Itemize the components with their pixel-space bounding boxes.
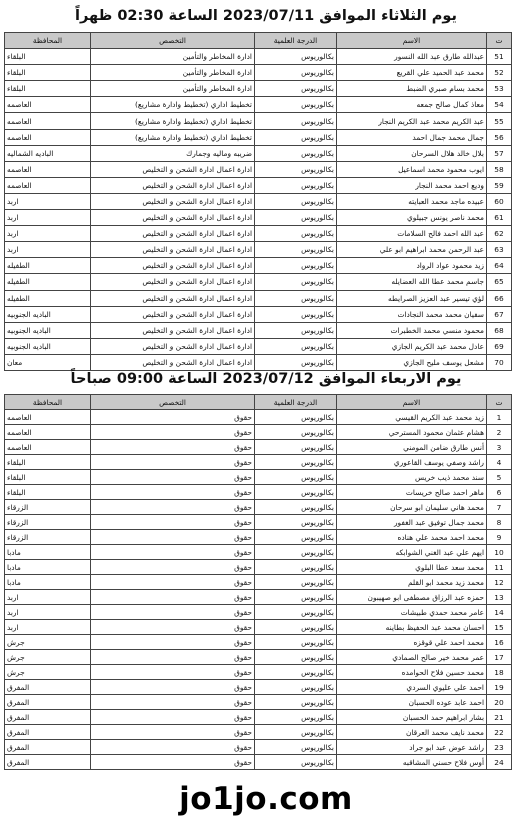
cell-name: عبيده ماجد محمد العبايته (337, 193, 487, 209)
cell-name: عادل محمد عبد الكريم الجازي (337, 338, 487, 354)
cell-name: ماهر احمد صالح خريسات (337, 485, 487, 500)
cell-name: أنس طارق ضامن المومني (337, 440, 487, 455)
cell-governorate: العاصمه (5, 161, 91, 177)
cell-specialization: حقوق (91, 545, 255, 560)
cell-num: 9 (487, 530, 512, 545)
cell-num: 62 (487, 226, 512, 242)
cell-num: 4 (487, 455, 512, 470)
cell-specialization: حقوق (91, 710, 255, 725)
cell-specialization: حقوق (91, 470, 255, 485)
cell-specialization: حقوق (91, 440, 255, 455)
cell-name: عبد الله احمد فالح السلامات (337, 226, 487, 242)
table-row (5, 410, 512, 425)
table-row (5, 725, 512, 740)
cell-num: 23 (487, 740, 512, 755)
cell-name: سند محمد ذيب خريس (337, 470, 487, 485)
table-row (5, 470, 512, 485)
cell-specialization: ضريبه وماليه وجمارك (91, 145, 255, 161)
table-row (5, 145, 512, 161)
cell-degree: بكالوريوس (255, 605, 337, 620)
cell-degree: بكالوريوس (255, 665, 337, 680)
cell-degree: بكالوريوس (255, 113, 337, 129)
table-row (5, 97, 512, 113)
cell-name: محمد زيد محمد ابو القلم (337, 575, 487, 590)
cell-governorate: الطفيله (5, 290, 91, 306)
cell-name: محمد هاني سليمان ابو سرحان (337, 500, 487, 515)
cell-num: 10 (487, 545, 512, 560)
cell-num: 53 (487, 81, 512, 97)
table-row (5, 274, 512, 290)
cell-specialization: حقوق (91, 680, 255, 695)
cell-specialization: ادارة اعمال ادارة الشحن و التخليص (91, 210, 255, 226)
col-header-num: ت (487, 395, 512, 410)
cell-degree: بكالوريوس (255, 97, 337, 113)
cell-degree: بكالوريوس (255, 177, 337, 193)
cell-num: 15 (487, 620, 512, 635)
cell-num: 22 (487, 725, 512, 740)
cell-specialization: تخطيط اداري (تخطيط وادارة مشاريع) (91, 129, 255, 145)
cell-num: 70 (487, 354, 512, 370)
cell-specialization: ادارة اعمال ادارة الشحن و التخليص (91, 258, 255, 274)
cell-specialization: ادارة المخاطر والتأمين (91, 81, 255, 97)
cell-degree: بكالوريوس (255, 650, 337, 665)
table-row (5, 680, 512, 695)
cell-governorate: الباديه الجنوبيه (5, 306, 91, 322)
cell-degree: بكالوريوس (255, 354, 337, 370)
cell-governorate: معان (5, 354, 91, 370)
table-row (5, 515, 512, 530)
cell-specialization: حقوق (91, 665, 255, 680)
cell-name: محمد احمد علي قوقزه (337, 635, 487, 650)
cell-governorate: اربد (5, 210, 91, 226)
session1-title: يوم الثلاثاء الموافق 2023/07/11 الساعة 02:30 ظهراً (75, 8, 457, 24)
cell-name: محمد حسين فلاح الحوامده (337, 665, 487, 680)
col-header-num: ت (487, 33, 512, 49)
cell-degree: بكالوريوس (255, 425, 337, 440)
cell-num: 59 (487, 177, 512, 193)
session2-table (4, 394, 512, 770)
cell-degree: بكالوريوس (255, 725, 337, 740)
cell-specialization: حقوق (91, 755, 255, 770)
table-row (5, 665, 512, 680)
col-header-gov: المحافظة (5, 395, 91, 410)
table-row (5, 322, 512, 338)
cell-name: زيد محمد عبد الكريم القيسي (337, 410, 487, 425)
cell-governorate: الزرقاء (5, 500, 91, 515)
cell-name: جمال محمد جمال احمد (337, 129, 487, 145)
table-row (5, 338, 512, 354)
cell-governorate: الباديه الشماليه (5, 145, 91, 161)
cell-name: راشد وصفي يوسف القاعوري (337, 455, 487, 470)
table-header-row (5, 33, 512, 49)
cell-degree: بكالوريوس (255, 740, 337, 755)
cell-name: عبد الرحمن محمد ابراهيم ابو علي (337, 242, 487, 258)
cell-num: 54 (487, 97, 512, 113)
cell-degree: بكالوريوس (255, 755, 337, 770)
cell-num: 61 (487, 210, 512, 226)
cell-governorate: الزرقاء (5, 530, 91, 545)
table-row (5, 530, 512, 545)
table-row (5, 635, 512, 650)
cell-governorate: العاصمه (5, 97, 91, 113)
table-row (5, 740, 512, 755)
table-row (5, 605, 512, 620)
table-header-row (5, 395, 512, 410)
cell-governorate: المفرق (5, 755, 91, 770)
cell-specialization: تخطيط اداري (تخطيط وادارة مشاريع) (91, 113, 255, 129)
cell-name: محمد نايف محمد العرقان (337, 725, 487, 740)
cell-governorate: الباديه الجنوبيه (5, 338, 91, 354)
cell-governorate: البلقاء (5, 485, 91, 500)
cell-specialization: حقوق (91, 740, 255, 755)
cell-num: 18 (487, 665, 512, 680)
site-watermark: jo1jo.com (179, 781, 353, 817)
cell-name: أوس فلاح حسني المشاقبه (337, 755, 487, 770)
cell-degree: بكالوريوس (255, 258, 337, 274)
table-row (5, 290, 512, 306)
cell-name: ايهم علي عبد الغني الشوابكه (337, 545, 487, 560)
cell-governorate: المفرق (5, 740, 91, 755)
cell-num: 21 (487, 710, 512, 725)
cell-num: 7 (487, 500, 512, 515)
cell-name: جاسم محمد عطا الله العضايله (337, 274, 487, 290)
session1-table-body (5, 49, 512, 371)
cell-num: 17 (487, 650, 512, 665)
cell-num: 69 (487, 338, 512, 354)
cell-governorate: الطفيله (5, 258, 91, 274)
cell-degree: بكالوريوس (255, 590, 337, 605)
cell-name: محمد احمد محمد علي هناده (337, 530, 487, 545)
cell-num: 8 (487, 515, 512, 530)
cell-degree: بكالوريوس (255, 410, 337, 425)
table-row (5, 129, 512, 145)
cell-num: 67 (487, 306, 512, 322)
cell-specialization: حقوق (91, 410, 255, 425)
table-row (5, 193, 512, 209)
cell-specialization: ادارة اعمال ادارة الشحن و التخليص (91, 322, 255, 338)
cell-governorate: اربد (5, 605, 91, 620)
cell-governorate: مادبا (5, 545, 91, 560)
cell-num: 19 (487, 680, 512, 695)
cell-governorate: مادبا (5, 560, 91, 575)
cell-name: بشار ابراهيم حمد الحسبان (337, 710, 487, 725)
cell-governorate: المفرق (5, 680, 91, 695)
cell-governorate: العاصمه (5, 113, 91, 129)
cell-num: 11 (487, 560, 512, 575)
cell-num: 16 (487, 635, 512, 650)
cell-name: محمد ناصر يونس جبيلوي (337, 210, 487, 226)
cell-governorate: اربد (5, 193, 91, 209)
cell-governorate: اربد (5, 242, 91, 258)
cell-degree: بكالوريوس (255, 306, 337, 322)
cell-governorate: البلقاء (5, 49, 91, 65)
cell-num: 3 (487, 440, 512, 455)
cell-name: وديع احمد محمد النجار (337, 177, 487, 193)
cell-name: محمد جمال توفيق عبد الغفور (337, 515, 487, 530)
cell-governorate: المفرق (5, 725, 91, 740)
cell-governorate: اربد (5, 226, 91, 242)
cell-governorate: المفرق (5, 710, 91, 725)
cell-specialization: حقوق (91, 590, 255, 605)
cell-num: 2 (487, 425, 512, 440)
cell-governorate: الزرقاء (5, 515, 91, 530)
cell-num: 55 (487, 113, 512, 129)
cell-specialization: ادارة اعمال ادارة الشحن و التخليص (91, 226, 255, 242)
cell-specialization: حقوق (91, 500, 255, 515)
table-row (5, 81, 512, 97)
table-row (5, 49, 512, 65)
table-row (5, 485, 512, 500)
cell-specialization: حقوق (91, 695, 255, 710)
table-row (5, 500, 512, 515)
cell-specialization: حقوق (91, 530, 255, 545)
cell-degree: بكالوريوس (255, 49, 337, 65)
session2-table-body (5, 410, 512, 770)
col-header-degree: الدرجة العلمية (255, 33, 337, 49)
cell-degree: بكالوريوس (255, 695, 337, 710)
table-row (5, 210, 512, 226)
cell-governorate: العاصمه (5, 440, 91, 455)
cell-specialization: ادارة اعمال ادارة الشحن و التخليص (91, 274, 255, 290)
cell-degree: بكالوريوس (255, 226, 337, 242)
table-row (5, 650, 512, 665)
cell-name: بلال خالد هلال السرحان (337, 145, 487, 161)
cell-specialization: ادارة اعمال ادارة الشحن و التخليص (91, 242, 255, 258)
table-row (5, 755, 512, 770)
cell-num: 60 (487, 193, 512, 209)
cell-degree: بكالوريوس (255, 710, 337, 725)
cell-num: 56 (487, 129, 512, 145)
col-header-gov: المحافظة (5, 33, 91, 49)
cell-name: احمد علي عليوي السردي (337, 680, 487, 695)
cell-degree: بكالوريوس (255, 338, 337, 354)
cell-degree: بكالوريوس (255, 560, 337, 575)
cell-name: هشام عثمان محمود المسترحي (337, 425, 487, 440)
col-header-spec: التخصص (91, 33, 255, 49)
cell-governorate: اربد (5, 590, 91, 605)
cell-degree: بكالوريوس (255, 530, 337, 545)
cell-degree: بكالوريوس (255, 440, 337, 455)
cell-num: 20 (487, 695, 512, 710)
cell-degree: بكالوريوس (255, 470, 337, 485)
cell-degree: بكالوريوس (255, 575, 337, 590)
cell-name: عبد الكريم محمد عبد الكريم النجار (337, 113, 487, 129)
cell-specialization: حقوق (91, 620, 255, 635)
cell-governorate: العاصمه (5, 410, 91, 425)
cell-specialization: ادارة اعمال ادارة الشحن و التخليص (91, 354, 255, 370)
cell-degree: بكالوريوس (255, 161, 337, 177)
cell-degree: بكالوريوس (255, 242, 337, 258)
cell-num: 6 (487, 485, 512, 500)
cell-governorate: العاصمه (5, 177, 91, 193)
cell-degree: بكالوريوس (255, 545, 337, 560)
cell-name: محمد عبد الحميد علي القريع (337, 65, 487, 81)
cell-specialization: حقوق (91, 560, 255, 575)
cell-num: 52 (487, 65, 512, 81)
cell-specialization: حقوق (91, 635, 255, 650)
cell-name: محمد بسام صبري الضبط (337, 81, 487, 97)
cell-governorate: البلقاء (5, 455, 91, 470)
cell-num: 64 (487, 258, 512, 274)
table-row (5, 242, 512, 258)
session2-title: يوم الاربعاء الموافق 2023/07/12 الساعة 09:00 صباحاً (70, 371, 462, 387)
cell-degree: بكالوريوس (255, 515, 337, 530)
cell-specialization: حقوق (91, 650, 255, 665)
cell-degree: بكالوريوس (255, 193, 337, 209)
cell-degree: بكالوريوس (255, 620, 337, 635)
table-row (5, 177, 512, 193)
cell-specialization: حقوق (91, 425, 255, 440)
col-header-name: الاسم (337, 33, 487, 49)
cell-degree: بكالوريوس (255, 65, 337, 81)
table-row (5, 306, 512, 322)
table-row (5, 560, 512, 575)
col-header-degree: الدرجة العلمية (255, 395, 337, 410)
cell-specialization: ادارة اعمال ادارة الشحن و التخليص (91, 177, 255, 193)
table-row (5, 590, 512, 605)
cell-name: حمزه عبد الرزاق مصطفى ابو صهيبون (337, 590, 487, 605)
cell-name: احمد عابد عوده الحسبان (337, 695, 487, 710)
cell-governorate: اربد (5, 620, 91, 635)
cell-name: سفيان محمد محمد النجادات (337, 306, 487, 322)
cell-num: 58 (487, 161, 512, 177)
cell-name: ايوب محمود محمد اسماعيل (337, 161, 487, 177)
cell-governorate: جرش (5, 635, 91, 650)
table-row (5, 455, 512, 470)
table-row (5, 161, 512, 177)
cell-num: 24 (487, 755, 512, 770)
cell-name: عمر محمد خير صالح الصمادي (337, 650, 487, 665)
cell-specialization: ادارة اعمال ادارة الشحن و التخليص (91, 193, 255, 209)
cell-num: 14 (487, 605, 512, 620)
cell-specialization: ادارة اعمال ادارة الشحن و التخليص (91, 338, 255, 354)
cell-specialization: حقوق (91, 455, 255, 470)
cell-specialization: ادارة المخاطر والتأمين (91, 65, 255, 81)
cell-governorate: البلقاء (5, 65, 91, 81)
cell-degree: بكالوريوس (255, 129, 337, 145)
table-row (5, 710, 512, 725)
cell-governorate: الباديه الجنوبيه (5, 322, 91, 338)
cell-specialization: ادارة اعمال ادارة الشحن و التخليص (91, 161, 255, 177)
cell-name: عامر محمد حمدي طبيشات (337, 605, 487, 620)
cell-specialization: حقوق (91, 605, 255, 620)
cell-num: 13 (487, 590, 512, 605)
cell-degree: بكالوريوس (255, 680, 337, 695)
cell-name: لؤي تيسير عبد العزيز الصرايطه (337, 290, 487, 306)
cell-degree: بكالوريوس (255, 322, 337, 338)
table-row (5, 226, 512, 242)
table-row (5, 575, 512, 590)
cell-governorate: العاصمه (5, 425, 91, 440)
cell-degree: بكالوريوس (255, 635, 337, 650)
cell-governorate: العاصمه (5, 129, 91, 145)
table-row (5, 113, 512, 129)
cell-degree: بكالوريوس (255, 485, 337, 500)
cell-specialization: حقوق (91, 515, 255, 530)
cell-specialization: حقوق (91, 575, 255, 590)
cell-degree: بكالوريوس (255, 455, 337, 470)
cell-name: محمد سعد عطا البلوي (337, 560, 487, 575)
cell-num: 51 (487, 49, 512, 65)
cell-degree: بكالوريوس (255, 210, 337, 226)
cell-name: معاذ كمال صالح جمعه (337, 97, 487, 113)
cell-specialization: حقوق (91, 485, 255, 500)
cell-specialization: ادارة اعمال ادارة الشحن و التخليص (91, 290, 255, 306)
cell-degree: بكالوريوس (255, 500, 337, 515)
table-row (5, 258, 512, 274)
cell-degree: بكالوريوس (255, 81, 337, 97)
cell-governorate: البلقاء (5, 81, 91, 97)
cell-num: 12 (487, 575, 512, 590)
cell-name: راشد عوض عبد ابو جراد (337, 740, 487, 755)
cell-num: 65 (487, 274, 512, 290)
cell-specialization: حقوق (91, 725, 255, 740)
cell-name: احسان محمد عبد الحفيظ بطاينه (337, 620, 487, 635)
col-header-spec: التخصص (91, 395, 255, 410)
cell-specialization: ادارة المخاطر والتأمين (91, 49, 255, 65)
cell-name: عبدالله طارق عبد الله النسور (337, 49, 487, 65)
cell-governorate: البلقاء (5, 470, 91, 485)
table-row (5, 440, 512, 455)
cell-num: 1 (487, 410, 512, 425)
cell-num: 68 (487, 322, 512, 338)
cell-governorate: جرش (5, 650, 91, 665)
cell-degree: بكالوريوس (255, 274, 337, 290)
table-row (5, 425, 512, 440)
cell-governorate: مادبا (5, 575, 91, 590)
cell-degree: بكالوريوس (255, 290, 337, 306)
session1-table (4, 32, 512, 371)
cell-degree: بكالوريوس (255, 145, 337, 161)
cell-num: 57 (487, 145, 512, 161)
cell-name: زيد محمود عواد الرواد (337, 258, 487, 274)
table-row (5, 545, 512, 560)
table-row (5, 65, 512, 81)
cell-specialization: ادارة اعمال ادارة الشحن و التخليص (91, 306, 255, 322)
cell-num: 5 (487, 470, 512, 485)
cell-name: مشعل يوسف مليح الجازي (337, 354, 487, 370)
table-row (5, 620, 512, 635)
table-row (5, 695, 512, 710)
cell-num: 63 (487, 242, 512, 258)
cell-governorate: الطفيله (5, 274, 91, 290)
cell-num: 66 (487, 290, 512, 306)
cell-name: محمود منسي محمد الخطبرات (337, 322, 487, 338)
cell-governorate: جرش (5, 665, 91, 680)
col-header-name: الاسم (337, 395, 487, 410)
cell-governorate: المفرق (5, 695, 91, 710)
cell-specialization: تخطيط اداري (تخطيط وادارة مشاريع) (91, 97, 255, 113)
